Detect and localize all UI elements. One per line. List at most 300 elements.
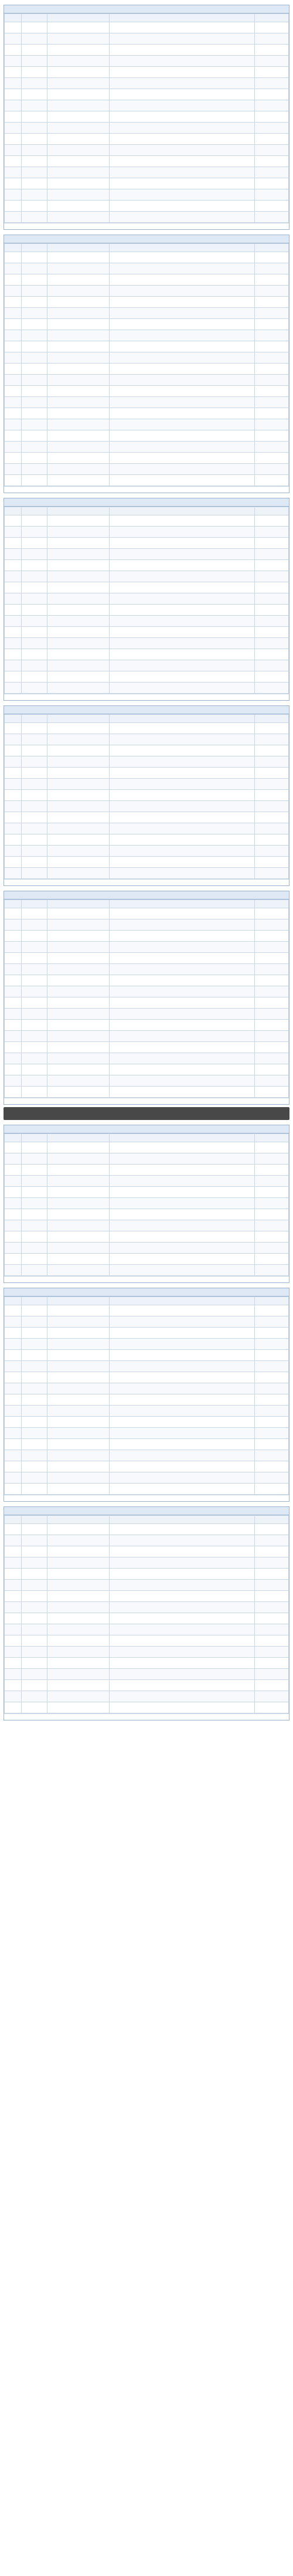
table-row	[5, 330, 289, 341]
cell-resume	[110, 1316, 254, 1328]
table-section	[4, 1288, 289, 1502]
cell-position	[47, 330, 110, 341]
table-row	[5, 1680, 289, 1691]
cell-date	[254, 649, 288, 660]
cell-position	[47, 1042, 110, 1053]
header-position	[47, 1516, 110, 1524]
cell-date	[254, 386, 288, 397]
cell-name	[22, 1406, 47, 1417]
cell-index	[5, 1350, 22, 1361]
cell-date	[254, 475, 288, 486]
cell-position	[47, 1624, 110, 1635]
cell-position	[47, 1142, 110, 1153]
cell-name	[22, 319, 47, 330]
cell-name	[22, 33, 47, 45]
cell-name	[22, 308, 47, 319]
cell-resume	[110, 67, 254, 78]
table-section	[4, 1506, 289, 1720]
cell-date	[254, 78, 288, 89]
header-resume	[110, 14, 254, 22]
table-row	[5, 1428, 289, 1439]
table-row	[5, 919, 289, 931]
cell-date	[254, 660, 288, 671]
cell-name	[22, 1569, 47, 1580]
cell-resume	[110, 1472, 254, 1484]
cell-index	[5, 549, 22, 560]
cell-resume	[110, 364, 254, 375]
cell-resume	[110, 274, 254, 286]
cell-position	[47, 464, 110, 475]
cell-name	[22, 1075, 47, 1087]
table-row	[5, 364, 289, 375]
appointment-table	[4, 1133, 289, 1276]
cell-resume	[110, 823, 254, 834]
cell-name	[22, 734, 47, 745]
cell-name	[22, 1042, 47, 1053]
cell-resume	[110, 1647, 254, 1658]
cell-date	[254, 123, 288, 134]
cell-resume	[110, 297, 254, 308]
table-row	[5, 453, 289, 464]
cell-date	[254, 549, 288, 560]
cell-name	[22, 1339, 47, 1350]
cell-name	[22, 723, 47, 734]
cell-date	[254, 723, 288, 734]
table-row	[5, 319, 289, 330]
header-date	[254, 715, 288, 723]
table-row	[5, 89, 289, 100]
header-position	[47, 14, 110, 22]
cell-resume	[110, 286, 254, 297]
cell-index	[5, 1383, 22, 1394]
cell-resume	[110, 1009, 254, 1020]
table-row	[5, 571, 289, 582]
cell-position	[47, 134, 110, 145]
cell-date	[254, 1647, 288, 1658]
cell-date	[254, 1009, 288, 1020]
header-row	[5, 900, 289, 908]
cell-resume	[110, 201, 254, 212]
section-note	[4, 1098, 289, 1104]
header-position	[47, 715, 110, 723]
cell-index	[5, 1524, 22, 1535]
cell-position	[47, 1231, 110, 1243]
cell-date	[254, 571, 288, 582]
cell-index	[5, 649, 22, 660]
cell-position	[47, 671, 110, 683]
cell-position	[47, 1383, 110, 1394]
cell-date	[254, 1209, 288, 1220]
table-row	[5, 538, 289, 549]
cell-position	[47, 857, 110, 868]
cell-resume	[110, 1394, 254, 1406]
cell-index	[5, 1176, 22, 1187]
cell-date	[254, 1176, 288, 1187]
cell-name	[22, 1580, 47, 1591]
header-index	[5, 507, 22, 515]
cell-position	[47, 1680, 110, 1691]
cell-resume	[110, 330, 254, 341]
cell-date	[254, 1417, 288, 1428]
table-row	[5, 22, 289, 33]
table-section	[4, 498, 289, 701]
cell-name	[22, 1231, 47, 1243]
cell-date	[254, 319, 288, 330]
cell-date	[254, 274, 288, 286]
cell-index	[5, 571, 22, 582]
cell-resume	[110, 538, 254, 549]
cell-date	[254, 997, 288, 1009]
cell-index	[5, 1053, 22, 1064]
cell-index	[5, 319, 22, 330]
cell-position	[47, 683, 110, 694]
cell-position	[47, 868, 110, 879]
cell-resume	[110, 1439, 254, 1450]
cell-position	[47, 660, 110, 671]
cell-date	[254, 212, 288, 223]
cell-resume	[110, 723, 254, 734]
cell-index	[5, 1220, 22, 1231]
cell-resume	[110, 111, 254, 123]
table-row	[5, 341, 289, 352]
cell-resume	[110, 145, 254, 156]
cell-position	[47, 1546, 110, 1557]
cell-index	[5, 1064, 22, 1075]
cell-date	[254, 375, 288, 386]
cell-index	[5, 22, 22, 33]
cell-index	[5, 919, 22, 931]
table-row	[5, 549, 289, 560]
cell-date	[254, 453, 288, 464]
cell-name	[22, 683, 47, 694]
table-header	[5, 1297, 289, 1305]
cell-index	[5, 78, 22, 89]
cell-date	[254, 1243, 288, 1254]
overlay-banner	[4, 1107, 289, 1120]
header-position	[47, 1297, 110, 1305]
header-index	[5, 244, 22, 252]
table-row	[5, 823, 289, 834]
appointment-table	[4, 13, 289, 223]
cell-date	[254, 33, 288, 45]
cell-index	[5, 308, 22, 319]
cell-date	[254, 1702, 288, 1713]
cell-position	[47, 908, 110, 919]
cell-resume	[110, 627, 254, 638]
cell-position	[47, 33, 110, 45]
cell-index	[5, 100, 22, 111]
cell-resume	[110, 1613, 254, 1624]
cell-resume	[110, 1153, 254, 1165]
cell-resume	[110, 78, 254, 89]
section-title	[4, 235, 289, 243]
cell-date	[254, 605, 288, 616]
cell-name	[22, 1439, 47, 1450]
cell-resume	[110, 846, 254, 857]
cell-index	[5, 419, 22, 430]
table-row	[5, 212, 289, 223]
cell-position	[47, 1075, 110, 1087]
cell-resume	[110, 1265, 254, 1276]
table-row	[5, 790, 289, 801]
header-date	[254, 244, 288, 252]
cell-index	[5, 942, 22, 953]
cell-date	[254, 442, 288, 453]
cell-name	[22, 189, 47, 201]
table-row	[5, 1557, 289, 1569]
cell-position	[47, 89, 110, 100]
section-title	[4, 1125, 289, 1133]
table-row	[5, 134, 289, 145]
cell-date	[254, 1087, 288, 1098]
cell-index	[5, 1535, 22, 1546]
cell-resume	[110, 868, 254, 879]
cell-name	[22, 857, 47, 868]
cell-resume	[110, 1031, 254, 1042]
cell-position	[47, 1020, 110, 1031]
cell-name	[22, 1064, 47, 1075]
cell-date	[254, 1231, 288, 1243]
cell-resume	[110, 790, 254, 801]
cell-date	[254, 734, 288, 745]
cell-index	[5, 1669, 22, 1680]
cell-name	[22, 1372, 47, 1383]
cell-date	[254, 1461, 288, 1472]
cell-position	[47, 1265, 110, 1276]
cell-index	[5, 134, 22, 145]
cell-name	[22, 671, 47, 683]
cell-index	[5, 1546, 22, 1557]
cell-name	[22, 649, 47, 660]
cell-index	[5, 1316, 22, 1328]
header-name	[22, 715, 47, 723]
cell-date	[254, 1450, 288, 1461]
table-row	[5, 156, 289, 167]
cell-position	[47, 515, 110, 527]
cell-date	[254, 89, 288, 100]
section-note	[4, 486, 289, 493]
cell-resume	[110, 997, 254, 1009]
section-note	[4, 694, 289, 700]
section-title	[4, 1507, 289, 1515]
cell-position	[47, 549, 110, 560]
table-section	[4, 705, 289, 886]
cell-index	[5, 263, 22, 274]
table-header	[5, 1516, 289, 1524]
cell-index	[5, 442, 22, 453]
cell-position	[47, 1316, 110, 1328]
cell-index	[5, 605, 22, 616]
cell-date	[254, 683, 288, 694]
cell-index	[5, 156, 22, 167]
cell-resume	[110, 1243, 254, 1254]
cell-date	[254, 1484, 288, 1495]
cell-resume	[110, 527, 254, 538]
cell-date	[254, 56, 288, 67]
cell-name	[22, 1669, 47, 1680]
cell-name	[22, 812, 47, 823]
cell-date	[254, 1680, 288, 1691]
cell-date	[254, 178, 288, 189]
table-row	[5, 1450, 289, 1461]
header-date	[254, 14, 288, 22]
table-row	[5, 1209, 289, 1220]
cell-name	[22, 1613, 47, 1624]
cell-index	[5, 560, 22, 571]
cell-index	[5, 1009, 22, 1020]
cell-name	[22, 527, 47, 538]
cell-name	[22, 1350, 47, 1361]
cell-resume	[110, 756, 254, 768]
cell-name	[22, 1658, 47, 1669]
cell-resume	[110, 341, 254, 352]
cell-date	[254, 408, 288, 419]
cell-resume	[110, 1461, 254, 1472]
cell-name	[22, 145, 47, 156]
cell-position	[47, 453, 110, 464]
cell-index	[5, 768, 22, 779]
cell-resume	[110, 1624, 254, 1635]
cell-date	[254, 1635, 288, 1647]
table-row	[5, 812, 289, 823]
cell-name	[22, 1053, 47, 1064]
cell-resume	[110, 908, 254, 919]
cell-date	[254, 464, 288, 475]
table-row	[5, 45, 289, 56]
cell-position	[47, 67, 110, 78]
cell-resume	[110, 375, 254, 386]
cell-date	[254, 846, 288, 857]
cell-date	[254, 1439, 288, 1450]
cell-position	[47, 1254, 110, 1265]
cell-index	[5, 1428, 22, 1439]
cell-date	[254, 1020, 288, 1031]
cell-date	[254, 671, 288, 683]
cell-resume	[110, 308, 254, 319]
cell-resume	[110, 1669, 254, 1680]
cell-name	[22, 341, 47, 352]
cell-index	[5, 1305, 22, 1316]
cell-position	[47, 1702, 110, 1713]
cell-index	[5, 538, 22, 549]
cell-index	[5, 430, 22, 442]
table-row	[5, 56, 289, 67]
cell-resume	[110, 453, 254, 464]
cell-index	[5, 1198, 22, 1209]
table-row	[5, 756, 289, 768]
cell-name	[22, 1647, 47, 1658]
header-date	[254, 900, 288, 908]
table-header	[5, 715, 289, 723]
cell-name	[22, 1361, 47, 1372]
cell-position	[47, 593, 110, 605]
cell-resume	[110, 89, 254, 100]
cell-index	[5, 1602, 22, 1613]
header-index	[5, 1297, 22, 1305]
table-row	[5, 430, 289, 442]
cell-date	[254, 538, 288, 549]
cell-position	[47, 189, 110, 201]
cell-date	[254, 1064, 288, 1075]
table-row	[5, 627, 289, 638]
cell-name	[22, 660, 47, 671]
cell-index	[5, 834, 22, 846]
cell-resume	[110, 616, 254, 627]
cell-index	[5, 252, 22, 263]
cell-position	[47, 527, 110, 538]
cell-index	[5, 964, 22, 975]
table-row	[5, 308, 289, 319]
cell-resume	[110, 1428, 254, 1439]
cell-name	[22, 1009, 47, 1020]
cell-index	[5, 975, 22, 986]
cell-resume	[110, 189, 254, 201]
cell-resume	[110, 1254, 254, 1265]
cell-resume	[110, 1417, 254, 1428]
table-row	[5, 953, 289, 964]
cell-index	[5, 1680, 22, 1691]
cell-name	[22, 352, 47, 364]
table-row	[5, 1702, 289, 1713]
table-header	[5, 244, 289, 252]
cell-index	[5, 812, 22, 823]
cell-date	[254, 964, 288, 975]
cell-date	[254, 1316, 288, 1328]
cell-date	[254, 953, 288, 964]
cell-name	[22, 430, 47, 442]
cell-date	[254, 919, 288, 931]
cell-date	[254, 1406, 288, 1417]
cell-date	[254, 201, 288, 212]
cell-name	[22, 1450, 47, 1461]
cell-resume	[110, 560, 254, 571]
header-name	[22, 244, 47, 252]
cell-position	[47, 386, 110, 397]
cell-name	[22, 201, 47, 212]
cell-index	[5, 683, 22, 694]
table-row	[5, 33, 289, 45]
cell-index	[5, 997, 22, 1009]
cell-name	[22, 397, 47, 408]
cell-resume	[110, 768, 254, 779]
cell-index	[5, 464, 22, 475]
header-position	[47, 244, 110, 252]
cell-date	[254, 1372, 288, 1383]
cell-date	[254, 790, 288, 801]
cell-position	[47, 263, 110, 274]
table-row	[5, 111, 289, 123]
cell-position	[47, 274, 110, 286]
cell-index	[5, 1075, 22, 1087]
cell-name	[22, 638, 47, 649]
cell-resume	[110, 660, 254, 671]
header-date	[254, 1516, 288, 1524]
cell-date	[254, 1691, 288, 1702]
section-title	[4, 891, 289, 900]
cell-resume	[110, 1524, 254, 1535]
cell-position	[47, 475, 110, 486]
cell-name	[22, 134, 47, 145]
cell-name	[22, 779, 47, 790]
cell-date	[254, 1524, 288, 1535]
cell-position	[47, 605, 110, 616]
appointment-table	[4, 714, 289, 879]
cell-index	[5, 111, 22, 123]
table-body	[5, 1524, 289, 1713]
cell-resume	[110, 1406, 254, 1417]
cell-index	[5, 1406, 22, 1417]
cell-date	[254, 1198, 288, 1209]
